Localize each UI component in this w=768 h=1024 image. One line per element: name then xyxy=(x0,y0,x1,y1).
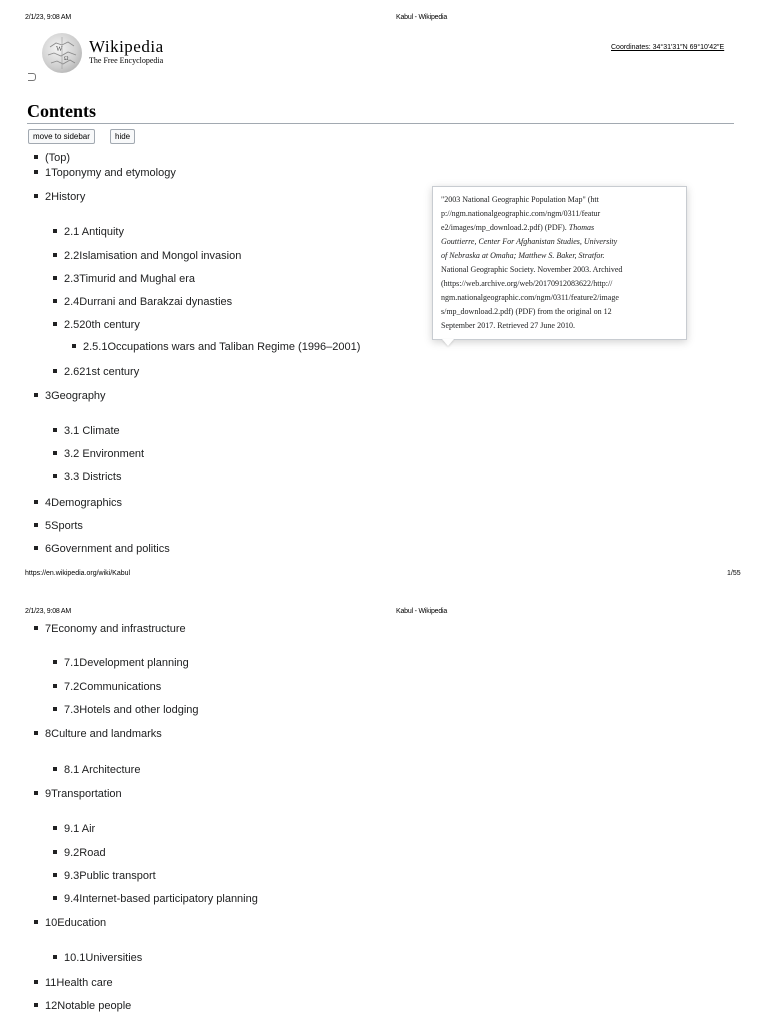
bullet xyxy=(72,344,76,348)
toc-item-government[interactable]: 6Government and politics xyxy=(34,543,170,555)
toc-item-universities[interactable]: 10.1Universities xyxy=(53,952,142,964)
heading-divider xyxy=(27,123,734,124)
bullet xyxy=(34,393,38,397)
toc-item-antiquity[interactable]: 2.1 Antiquity xyxy=(53,226,124,238)
toc-item-toponymy[interactable]: 1Toponymy and etymology xyxy=(34,167,176,179)
bullet xyxy=(34,626,38,630)
bullet xyxy=(53,322,57,326)
bullet xyxy=(34,500,38,504)
reference-line: e2/images/mp_download.2.pdf) (PDF). Thomas xyxy=(441,223,595,232)
bullet xyxy=(34,194,38,198)
bullet xyxy=(53,299,57,303)
bullet xyxy=(34,1003,38,1007)
toc-item-culture[interactable]: 8Culture and landmarks xyxy=(34,728,162,740)
bullet xyxy=(34,523,38,527)
toc-item-districts[interactable]: 3.3 Districts xyxy=(53,471,121,483)
move-to-sidebar-button[interactable]: move to sidebar xyxy=(28,129,95,144)
toc-item-transportation[interactable]: 9Transportation xyxy=(34,788,122,800)
bullet xyxy=(53,684,57,688)
bullet xyxy=(53,896,57,900)
bullet xyxy=(53,955,57,959)
bullet xyxy=(53,451,57,455)
toc-item-islamisation[interactable]: 2.2Islamisation and Mongol invasion xyxy=(53,250,241,262)
bullet xyxy=(34,731,38,735)
toc-item-environment[interactable]: 3.2 Environment xyxy=(53,448,144,460)
toc-item-21st-century[interactable]: 2.621st century xyxy=(53,366,139,378)
toc-item-occupations[interactable]: 2.5.1Occupations wars and Taliban Regime (1996–2001) xyxy=(72,341,360,353)
reference-line[interactable]: (https://web.archive.org/web/20170912083622/http:// xyxy=(441,279,613,288)
bullet xyxy=(53,276,57,280)
reference-line: September 2017. Retrieved 27 June 2010. xyxy=(441,321,575,330)
bullet xyxy=(53,873,57,877)
bullet xyxy=(53,369,57,373)
print-url: https://en.wikipedia.org/wiki/Kabul xyxy=(25,570,131,577)
bullet xyxy=(34,546,38,550)
toc-item-public-transport[interactable]: 9.3Public transport xyxy=(53,870,156,882)
svg-text:Ω: Ω xyxy=(64,56,69,62)
bullet xyxy=(53,707,57,711)
toc-item-geography[interactable]: 3Geography xyxy=(34,390,106,402)
print-timestamp: 2/1/23, 9:08 AM xyxy=(25,608,72,615)
toc-item-education[interactable]: 10Education xyxy=(34,917,106,929)
reference-line[interactable]: "2003 National Geographic Population Map" (htt xyxy=(441,195,599,204)
toc-item-communications[interactable]: 7.2Communications xyxy=(53,681,161,693)
bullet xyxy=(34,155,38,159)
toc-item-development[interactable]: 7.1Development planning xyxy=(53,657,189,669)
toc-item-top[interactable]: (Top) xyxy=(34,152,70,164)
reference-author: Thomas xyxy=(568,223,595,232)
bullet xyxy=(53,767,57,771)
reference-line[interactable]: National Geographic Society. November 2003. Archived xyxy=(441,265,623,274)
toc-item-participatory-planning[interactable]: 9.4Internet-based participatory planning xyxy=(53,893,258,905)
bullet xyxy=(34,980,38,984)
wikipedia-tagline: The Free Encyclopedia xyxy=(89,56,164,65)
toc-item-climate[interactable]: 3.1 Climate xyxy=(53,425,120,437)
reference-line: Gouttierre, Center For Afghanistan Studies, University xyxy=(441,237,618,246)
svg-text:W: W xyxy=(56,45,63,53)
bullet xyxy=(53,850,57,854)
print-timestamp: 2/1/23, 9:08 AM xyxy=(25,14,72,21)
toc-item-air[interactable]: 9.1 Air xyxy=(53,823,95,835)
toc-item-20th-century[interactable]: 2.520th century xyxy=(53,319,140,331)
bullet xyxy=(53,229,57,233)
bullet xyxy=(53,474,57,478)
reference-line[interactable]: s/mp_download.2.pdf) (PDF) from the original on 12 xyxy=(441,307,612,316)
toc-item-demographics[interactable]: 4Demographics xyxy=(34,497,122,509)
hide-toc-button[interactable]: hide xyxy=(110,129,135,144)
toc-item-history[interactable]: 2History xyxy=(34,191,85,203)
toc-item-architecture[interactable]: 8.1 Architecture xyxy=(53,764,140,776)
toc-item-durrani[interactable]: 2.4Durrani and Barakzai dynasties xyxy=(53,296,232,308)
reference-line[interactable]: p://ngm.nationalgeographic.com/ngm/0311/featur xyxy=(441,209,601,218)
toc-item-health-care[interactable]: 11Health care xyxy=(34,977,113,989)
contents-heading: Contents xyxy=(27,101,97,121)
bullet xyxy=(34,170,38,174)
bullet xyxy=(53,826,57,830)
bullet xyxy=(34,920,38,924)
toc-item-economy[interactable]: 7Economy and infrastructure xyxy=(34,623,186,635)
reference-line: of Nebraska at Omaha; Matthew S. Baker, Stratfor. xyxy=(441,251,605,260)
reference-line[interactable]: ngm.nationalgeographic.com/ngm/0311/feature2/image xyxy=(441,293,619,302)
toc-item-timurid[interactable]: 2.3Timurid and Mughal era xyxy=(53,273,195,285)
toc-item-sports[interactable]: 5Sports xyxy=(34,520,83,532)
sidebar-toggle-icon[interactable] xyxy=(28,73,36,81)
toc-item-hotels[interactable]: 7.3Hotels and other lodging xyxy=(53,704,199,716)
tooltip-pointer xyxy=(442,339,454,346)
toc-item-road[interactable]: 9.2Road xyxy=(53,847,106,859)
print-page-title: Kabul - Wikipedia xyxy=(396,14,448,21)
print-page-title: Kabul - Wikipedia xyxy=(396,608,448,615)
bullet xyxy=(53,428,57,432)
bullet xyxy=(34,791,38,795)
print-page-number: 1/55 xyxy=(727,570,741,577)
reference-tooltip xyxy=(432,186,687,340)
wikipedia-globe-icon[interactable] xyxy=(42,33,82,73)
bullet xyxy=(53,253,57,257)
wikipedia-wordmark[interactable]: Wikipedia xyxy=(89,37,164,56)
toc-item-notable-people[interactable]: 12Notable people xyxy=(34,1000,131,1012)
bullet xyxy=(53,660,57,664)
coordinates-link[interactable]: Coordinates: 34°31′31″N 69°10′42″E xyxy=(611,44,725,51)
